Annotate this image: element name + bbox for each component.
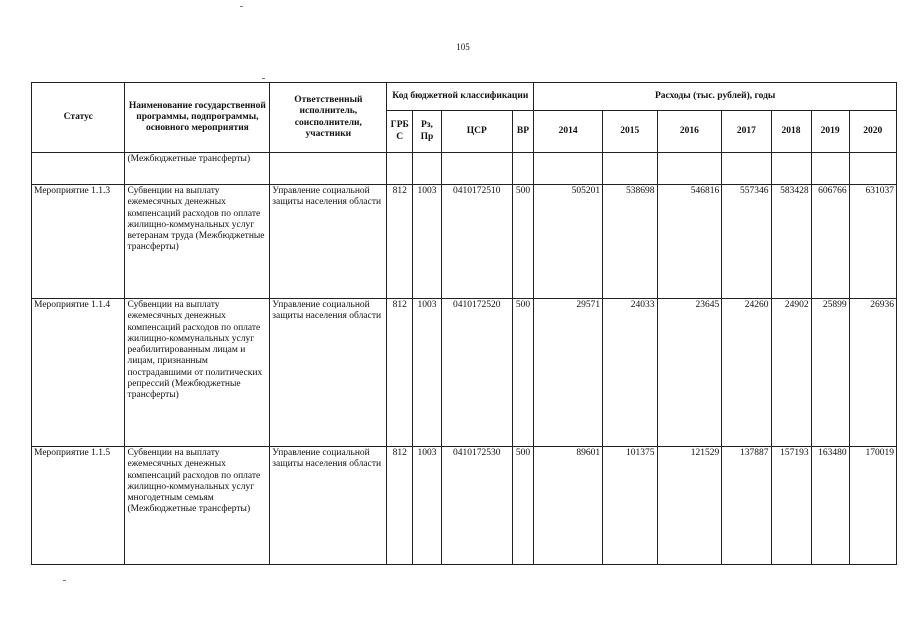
header-budget-code: Код бюджетной классификации (387, 83, 534, 111)
vr-cell (512, 153, 534, 185)
csr-cell (441, 153, 512, 185)
table-row (32, 299, 897, 447)
value-cell: 101375 (603, 447, 657, 565)
program-name-cell: Субвенции на выплату ежемесячных денежных компенсаций расходов по оплате жилищно-коммунальных услуг ветеранам труда (Межбюджетные трансферты) (125, 185, 270, 299)
value-cell: 89601 (534, 447, 603, 565)
value-cell: 505201 (534, 185, 603, 299)
header-year: 2019 (811, 111, 849, 153)
value-cell: 137887 (722, 447, 771, 565)
value-cell: 121529 (657, 447, 722, 565)
value-cell: 631037 (849, 185, 896, 299)
header-row-top (32, 83, 897, 111)
header-year: 2017 (722, 111, 771, 153)
status-cell: Мероприятие 1.1.5 (32, 447, 125, 565)
value-cell: 606766 (811, 185, 849, 299)
budget-expenses-table (31, 82, 897, 565)
csr-cell: 0410172530 (441, 447, 512, 565)
rzpr-cell (413, 153, 442, 185)
status-cell: Мероприятие 1.1.3 (32, 185, 125, 299)
executor-cell: Управление социальной защиты населения области (270, 299, 387, 447)
scan-speck (63, 580, 66, 581)
value-cell: 557346 (722, 185, 771, 299)
header-year: 2016 (657, 111, 722, 153)
scan-speck (240, 6, 243, 7)
program-name-cell: Субвенции на выплату ежемесячных денежных компенсаций расходов по оплате жилищно-коммунальных услуг многодетным семьям (Межбюджетные трансферты) (125, 447, 270, 565)
scan-speck (262, 78, 265, 79)
header-program-name: Наименование государственной программы, подпрограммы, основного мероприятия (125, 83, 270, 153)
value-cell (603, 153, 657, 185)
grbs-cell: 812 (387, 185, 413, 299)
grbs-cell: 812 (387, 299, 413, 447)
grbs-cell: 812 (387, 447, 413, 565)
header-status: Статус (32, 83, 125, 153)
header-vr: ВР (512, 111, 534, 153)
rzpr-cell: 1003 (413, 447, 442, 565)
table-row (32, 185, 897, 299)
value-cell: 546816 (657, 185, 722, 299)
status-cell (32, 153, 125, 185)
header-year: 2018 (771, 111, 811, 153)
value-cell: 23645 (657, 299, 722, 447)
value-cell (849, 153, 896, 185)
executor-cell: Управление социальной защиты населения области (270, 185, 387, 299)
value-cell: 157193 (771, 447, 811, 565)
header-year: 2015 (603, 111, 657, 153)
value-cell (722, 153, 771, 185)
page-number: 105 (456, 42, 470, 52)
header-csr: ЦСР (441, 111, 512, 153)
vr-cell: 500 (512, 447, 534, 565)
value-cell: 24033 (603, 299, 657, 447)
rzpr-cell: 1003 (413, 185, 442, 299)
rzpr-cell: 1003 (413, 299, 442, 447)
program-name-cell: (Межбюджетные трансферты) (125, 153, 270, 185)
csr-cell: 0410172520 (441, 299, 512, 447)
header-grbs: ГРБ С (387, 111, 413, 153)
vr-cell: 500 (512, 185, 534, 299)
grbs-cell (387, 153, 413, 185)
value-cell (771, 153, 811, 185)
table-row-continuation (32, 153, 897, 185)
vr-cell: 500 (512, 299, 534, 447)
value-cell: 25899 (811, 299, 849, 447)
table-row (32, 447, 897, 565)
header-rzpr: Рз, Пр (413, 111, 442, 153)
value-cell: 29571 (534, 299, 603, 447)
executor-cell: Управление социальной защиты населения области (270, 447, 387, 565)
header-year: 2020 (849, 111, 896, 153)
value-cell (657, 153, 722, 185)
value-cell: 26936 (849, 299, 896, 447)
value-cell: 163480 (811, 447, 849, 565)
value-cell (811, 153, 849, 185)
value-cell: 24902 (771, 299, 811, 447)
program-name-cell: Субвенции на выплату ежемесячных денежных компенсаций расходов по оплате жилищно-коммунальных услуг реабилитированным лицам и лицам, признанным пострадавшими от политических репрессий (Межбюджетные трансферты) (125, 299, 270, 447)
value-cell: 583428 (771, 185, 811, 299)
executor-cell (270, 153, 387, 185)
header-expenses: Расходы (тыс. рублей), годы (534, 83, 897, 111)
header-executor: Ответственный исполнитель, соисполнители, участники (270, 83, 387, 153)
value-cell (534, 153, 603, 185)
header-year: 2014 (534, 111, 603, 153)
value-cell: 170019 (849, 447, 896, 565)
status-cell: Мероприятие 1.1.4 (32, 299, 125, 447)
csr-cell: 0410172510 (441, 185, 512, 299)
value-cell: 538698 (603, 185, 657, 299)
value-cell: 24260 (722, 299, 771, 447)
